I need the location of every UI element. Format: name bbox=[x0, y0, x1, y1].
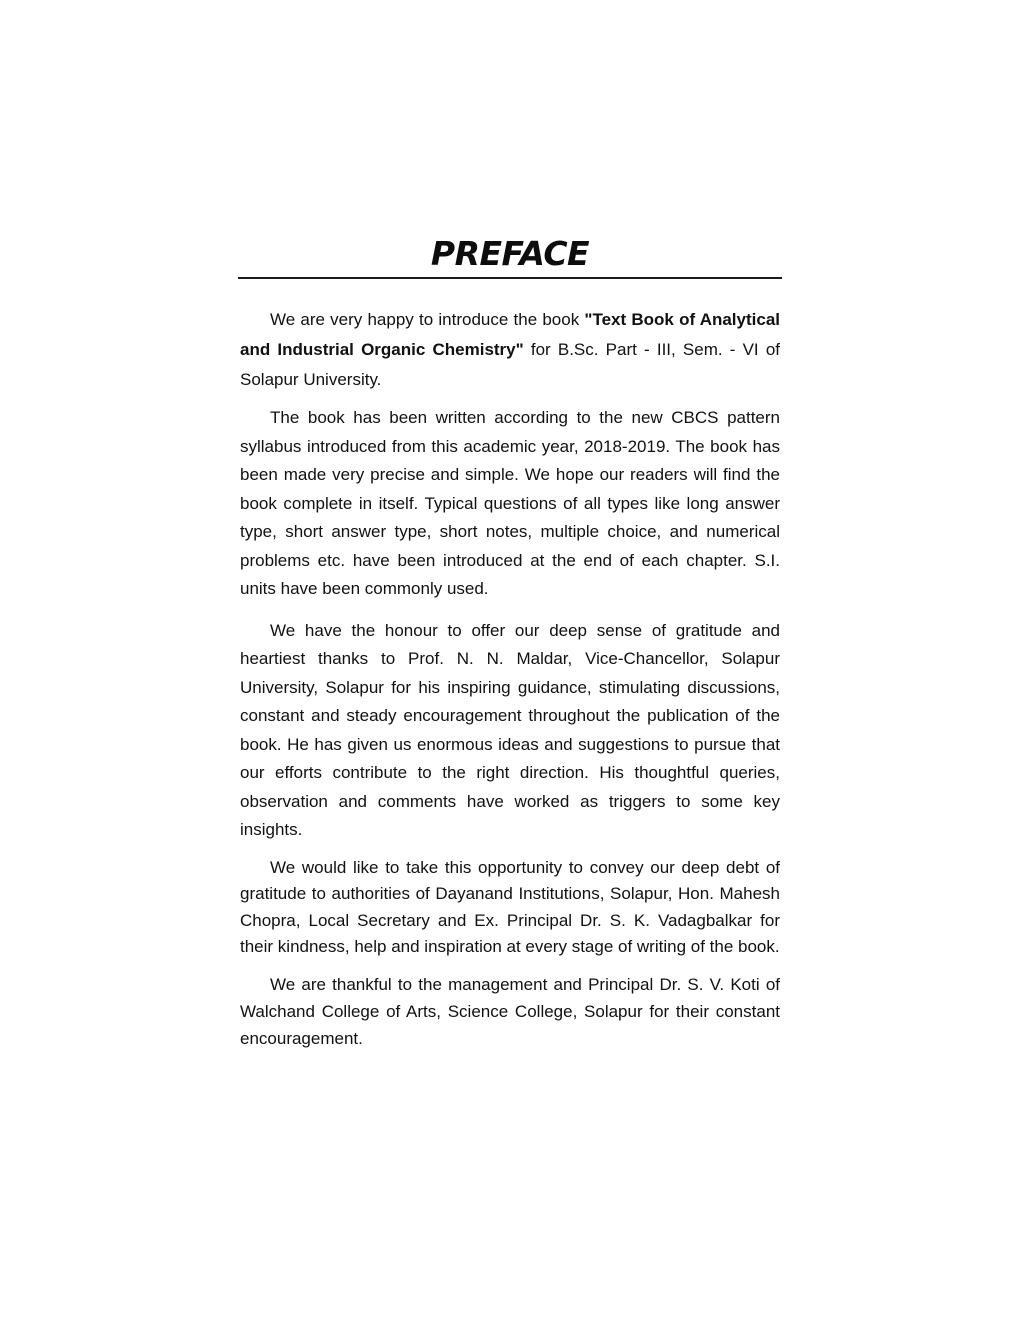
title-underline bbox=[238, 277, 782, 279]
preface-body bbox=[238, 305, 782, 1052]
paragraph-gratitude-institutions: We would like to take this opportunity to convey our deep debt of gratitude to authorities of Dayanand Institutions, Solapur, Hon. Mahesh Chopra, Local Secretary and Ex. Principal Dr. S. K. Vadagbalkar for their kindness, help and inspiration at every stage of writing of the book. bbox=[240, 857, 780, 956]
page-title: PREFACE bbox=[430, 234, 590, 273]
paragraph-intro bbox=[240, 305, 780, 395]
preface-page bbox=[238, 232, 782, 1062]
book-title: "Text Book of Analytical and Industrial Organic Chemistry" bbox=[240, 310, 781, 359]
paragraph-gratitude-vc: We have the honour to offer our deep sense of gratitude and heartiest thanks to Prof. N. N. Maldar, Vice-Chancellor, Solapur University, Solapur for his inspiring guidance, stimulating discussions, constant and steady encouragement throughout the publication of the book. He has given us enormous ideas and suggestions to pursue that our efforts contribute to the right direction. His thoughtful queries, observation and comments have worked as triggers to some key insights. bbox=[240, 620, 780, 839]
paragraph-intro-tail: for B.Sc. Part - III, Sem. - VI of Solapur University. bbox=[240, 340, 781, 389]
paragraph-thanks-management: We are thankful to the management and Principal Dr. S. V. Koti of Walchand College of Arts, Science College, Solapur for their constant encouragement. bbox=[240, 974, 780, 1048]
paragraph-syllabus: The book has been written according to the new CBCS pattern syllabus introduced from this academic year, 2018-2019. The book has been made very precise and simple. We hope our readers will find the book complete in itself. Typical questions of all types like long answer type, short answer type, short notes, multiple choice, and numerical problems etc. have been introduced at the end of each chapter. S.I. units have been commonly used. bbox=[240, 408, 780, 598]
paragraph-intro-lead: We are very happy to introduce the book bbox=[270, 310, 585, 329]
